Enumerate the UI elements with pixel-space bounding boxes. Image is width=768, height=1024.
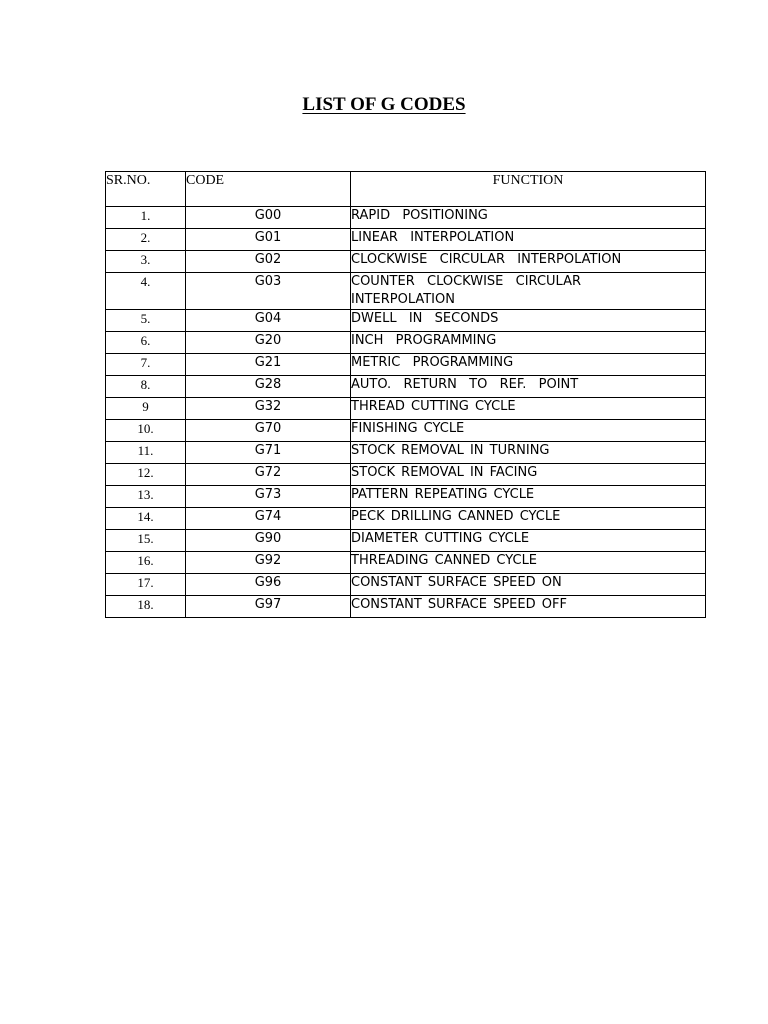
function-cell: FINISHING CYCLE	[351, 420, 706, 442]
code-cell: G97	[186, 596, 351, 618]
function-cell: INCH PROGRAMMING	[351, 332, 706, 354]
code-cell: G90	[186, 530, 351, 552]
sr-no-cell: 10.	[106, 420, 186, 442]
header-function: FUNCTION	[351, 172, 706, 207]
function-cell: PECK DRILLING CANNED CYCLE	[351, 508, 706, 530]
table-row	[106, 574, 706, 596]
sr-no-cell: 17.	[106, 574, 186, 596]
code-cell: G20	[186, 332, 351, 354]
table-row	[106, 273, 706, 310]
table-row	[106, 486, 706, 508]
table-row	[106, 398, 706, 420]
g-codes-table	[105, 171, 706, 618]
table-body	[106, 207, 706, 618]
code-cell: G71	[186, 442, 351, 464]
function-cell: METRIC PROGRAMMING	[351, 354, 706, 376]
function-cell: THREAD CUTTING CYCLE	[351, 398, 706, 420]
sr-no-cell: 15.	[106, 530, 186, 552]
function-cell: LINEAR INTERPOLATION	[351, 229, 706, 251]
function-cell: COUNTER CLOCKWISE CIRCULAR INTERPOLATION	[351, 273, 706, 310]
code-cell: G28	[186, 376, 351, 398]
sr-no-cell: 18.	[106, 596, 186, 618]
sr-no-cell: 11.	[106, 442, 186, 464]
code-cell: G74	[186, 508, 351, 530]
function-cell: RAPID POSITIONING	[351, 207, 706, 229]
header-code: CODE	[186, 172, 351, 207]
code-cell: G04	[186, 310, 351, 332]
sr-no-cell: 9	[106, 398, 186, 420]
function-cell: AUTO. RETURN TO REF. POINT	[351, 376, 706, 398]
code-cell: G72	[186, 464, 351, 486]
sr-no-cell: 6.	[106, 332, 186, 354]
function-cell: DWELL IN SECONDS	[351, 310, 706, 332]
sr-no-cell: 2.	[106, 229, 186, 251]
function-cell: CONSTANT SURFACE SPEED ON	[351, 574, 706, 596]
code-cell: G70	[186, 420, 351, 442]
function-cell: STOCK REMOVAL IN TURNING	[351, 442, 706, 464]
sr-no-cell: 4.	[106, 273, 186, 310]
sr-no-cell: 13.	[106, 486, 186, 508]
table-row	[106, 229, 706, 251]
function-cell: PATTERN REPEATING CYCLE	[351, 486, 706, 508]
page-title	[0, 94, 768, 116]
code-cell: G73	[186, 486, 351, 508]
sr-no-cell: 3.	[106, 251, 186, 273]
sr-no-cell: 8.	[106, 376, 186, 398]
code-cell: G01	[186, 229, 351, 251]
sr-no-cell: 16.	[106, 552, 186, 574]
code-cell: G21	[186, 354, 351, 376]
code-cell: G96	[186, 574, 351, 596]
table-row	[106, 530, 706, 552]
table-row	[106, 508, 706, 530]
table-row	[106, 310, 706, 332]
table-row	[106, 442, 706, 464]
table-row	[106, 207, 706, 229]
code-cell: G92	[186, 552, 351, 574]
function-cell: CLOCKWISE CIRCULAR INTERPOLATION	[351, 251, 706, 273]
page-title-text: LIST OF G CODES	[302, 94, 466, 115]
table-row	[106, 552, 706, 574]
table-row	[106, 376, 706, 398]
code-cell: G32	[186, 398, 351, 420]
function-cell: THREADING CANNED CYCLE	[351, 552, 706, 574]
code-cell: G03	[186, 273, 351, 310]
function-cell: CONSTANT SURFACE SPEED OFF	[351, 596, 706, 618]
table-row	[106, 332, 706, 354]
code-cell: G02	[186, 251, 351, 273]
table-row	[106, 596, 706, 618]
table-row	[106, 354, 706, 376]
sr-no-cell: 14.	[106, 508, 186, 530]
sr-no-cell: 12.	[106, 464, 186, 486]
table-row	[106, 420, 706, 442]
sr-no-cell: 7.	[106, 354, 186, 376]
sr-no-cell: 1.	[106, 207, 186, 229]
table-row	[106, 251, 706, 273]
function-cell: STOCK REMOVAL IN FACING	[351, 464, 706, 486]
table-row	[106, 464, 706, 486]
header-sr-no: SR.NO.	[106, 172, 186, 207]
function-cell: DIAMETER CUTTING CYCLE	[351, 530, 706, 552]
sr-no-cell: 5.	[106, 310, 186, 332]
table-header-row	[106, 172, 706, 207]
code-cell: G00	[186, 207, 351, 229]
